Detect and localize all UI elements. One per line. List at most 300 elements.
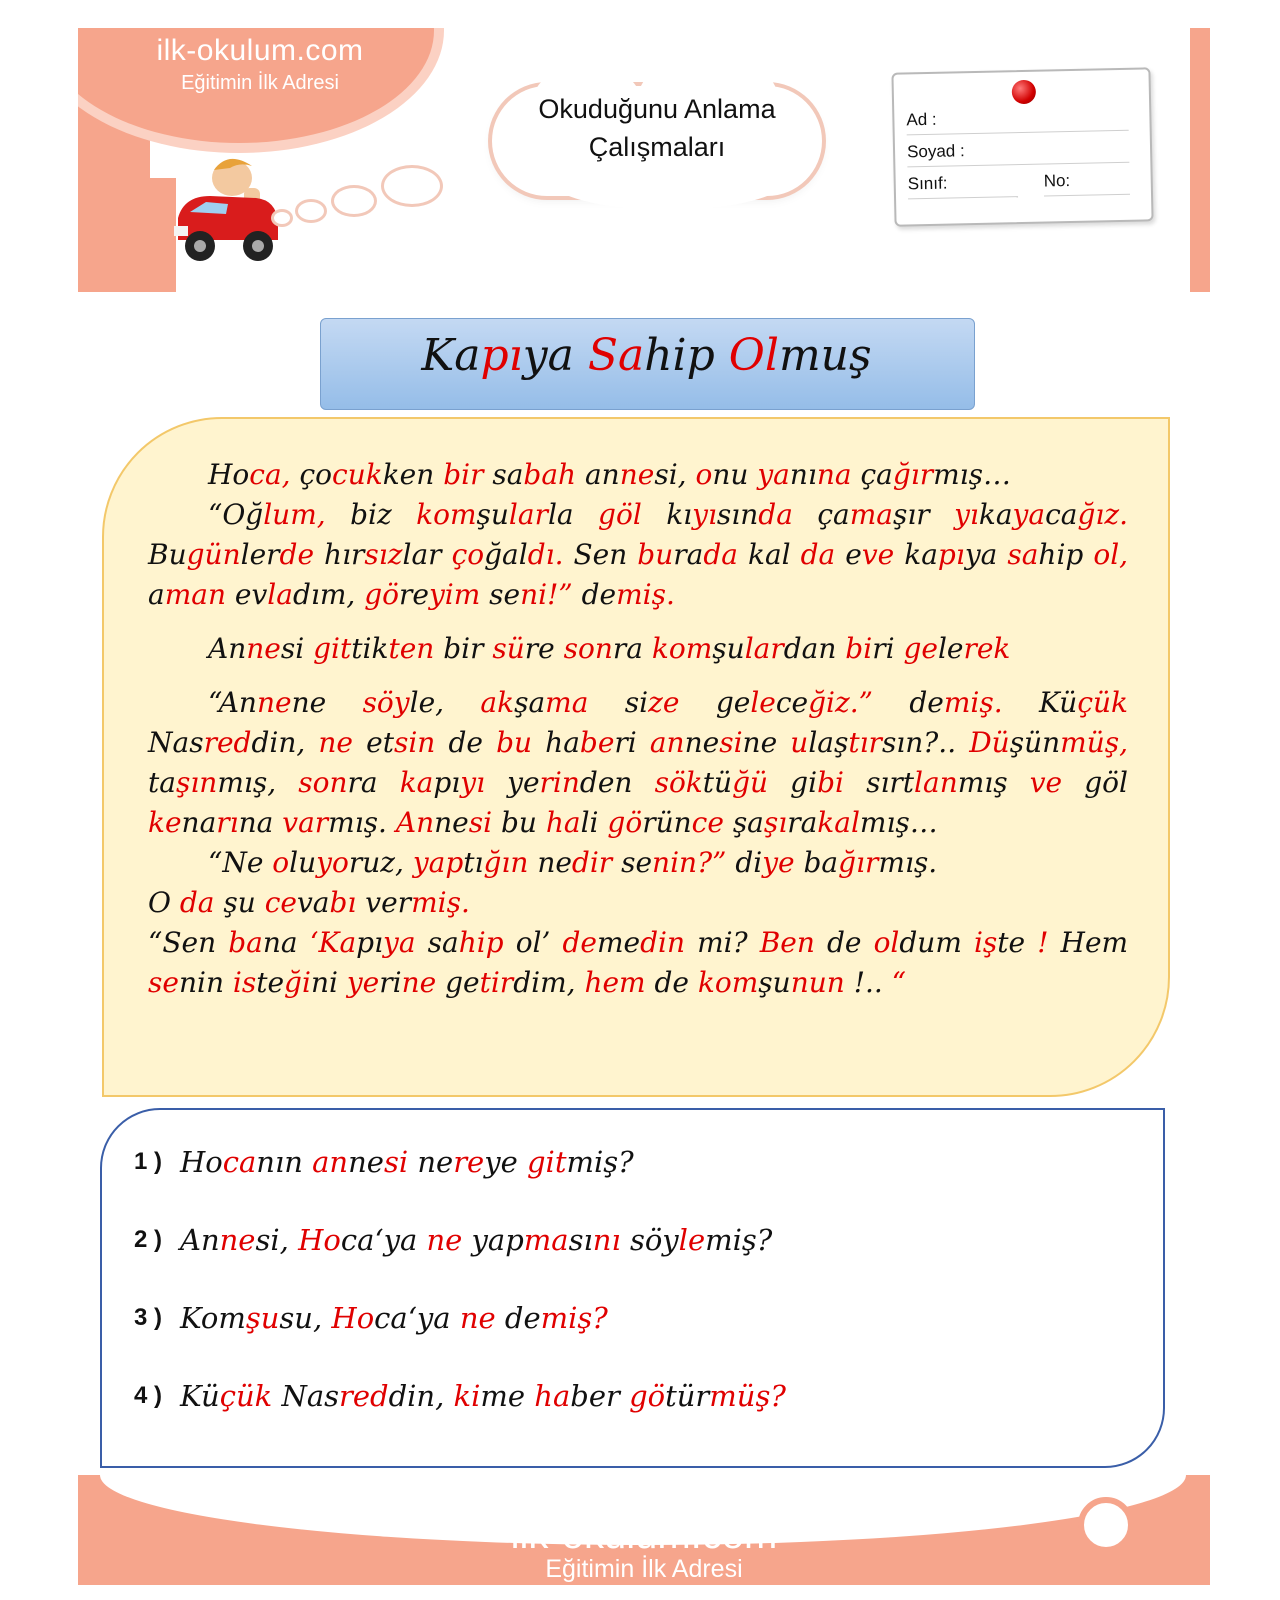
story-text [148, 455, 1128, 1003]
syllable: ri [379, 966, 402, 999]
syllable: te [997, 926, 1026, 959]
syllable: git [313, 632, 352, 665]
syllable: mi? [697, 926, 748, 959]
syllable: sırt [866, 766, 915, 799]
story-paragraph [148, 843, 1128, 883]
syllable: ya [1012, 498, 1046, 531]
syllable: hır [324, 538, 365, 571]
syllable: sı [568, 1223, 593, 1257]
syllable: ço [451, 538, 485, 571]
story-title-part: hip [644, 330, 729, 381]
question-number: 4 ) [134, 1382, 163, 1409]
syllable: sü [492, 632, 525, 665]
syllable: si [383, 1145, 409, 1179]
syllable: da [758, 498, 793, 531]
syllable: bi [845, 632, 873, 665]
syllable: Bu [148, 538, 187, 571]
syllable: ta [148, 766, 176, 799]
story-paragraph [148, 923, 1128, 1003]
syllable: tı [463, 846, 484, 879]
syllable: tir [479, 966, 514, 999]
syllable: ha [545, 806, 581, 839]
syllable: göl [598, 498, 642, 531]
question-item [134, 1296, 608, 1340]
question-number: 3 ) [134, 1304, 163, 1331]
syllable: ça [860, 458, 893, 491]
syllable: “ [891, 966, 906, 999]
syllable: ca‘ya [374, 1301, 451, 1335]
syllable: ne [219, 1223, 256, 1257]
syllable: nı [789, 458, 817, 491]
syllable: la [267, 578, 293, 611]
syllable: ka [978, 498, 1013, 531]
syllable: o [272, 846, 290, 879]
syllable: ğır [838, 846, 879, 879]
syllable: ge [715, 686, 751, 719]
question-text [180, 1301, 608, 1335]
story-title-part: pı [480, 330, 523, 381]
syllable: ma [523, 1223, 569, 1257]
syllable: yı [954, 498, 979, 531]
syllable: sa [427, 926, 459, 959]
syllable: man [164, 578, 226, 611]
syllable: sa [1007, 538, 1039, 571]
syllable: miş. [411, 886, 470, 919]
thought-puff [334, 188, 374, 214]
syllable: gi [790, 766, 818, 799]
syllable: An [395, 806, 435, 839]
syllable: me [480, 1379, 526, 1413]
syllable: hip [458, 926, 504, 959]
syllable: de [909, 686, 944, 719]
syllable: mış, [217, 766, 277, 799]
syllable: hip [1038, 538, 1084, 571]
syllable: pı [356, 926, 384, 959]
syllable: kom [697, 966, 759, 999]
syllable: An [208, 632, 247, 665]
syllable: kom [416, 498, 477, 531]
syllable: bah [523, 458, 577, 491]
syllable: şır [892, 498, 930, 531]
worksheet-title-line1: Okuduğunu Anlama [538, 94, 776, 124]
student-sinif-field[interactable] [908, 172, 1018, 199]
syllable: le [750, 686, 776, 719]
header-banner [78, 28, 1210, 292]
syllable: le [937, 632, 964, 665]
syllable: var [282, 806, 329, 839]
syllable: ev [234, 578, 268, 611]
syllable: nu [712, 458, 749, 491]
syllable: si, [255, 1223, 289, 1257]
syllable: ten [388, 632, 435, 665]
question-text [180, 1223, 772, 1257]
syllable: ne [348, 1145, 384, 1179]
story-title-part: Ka [421, 330, 481, 381]
syllable: mış. [878, 846, 938, 879]
syllable: miş? [566, 1145, 634, 1179]
syllable: Kom [180, 1301, 246, 1335]
syllable: şu [712, 632, 745, 665]
syllable: yo [316, 846, 349, 879]
syllable: li [580, 806, 599, 839]
syllable: ğiz.” [808, 686, 873, 719]
syllable: şa [514, 686, 546, 719]
syllable: va [296, 886, 330, 919]
story-title-part: muş [778, 330, 872, 381]
syllable: nin?” [652, 846, 727, 879]
syllable: si [280, 632, 305, 665]
syllable: lar [402, 538, 442, 571]
syllable: ra [612, 632, 643, 665]
question-number: 2 ) [134, 1226, 163, 1253]
student-soyad-label: Soyad : [906, 141, 965, 162]
syllable: ve [1029, 766, 1063, 799]
syllable: sın [716, 498, 759, 531]
syllable: söy [362, 686, 410, 719]
question-item [134, 1374, 786, 1418]
syllable: bu [637, 538, 674, 571]
syllable: müş, [1060, 726, 1129, 759]
syllable: cuk [332, 458, 383, 491]
syllable: ra [347, 766, 378, 799]
syllable: ra [673, 538, 704, 571]
syllable: bu [496, 726, 533, 759]
syllable: ma [545, 686, 589, 719]
syllable: Ho [331, 1301, 375, 1335]
syllable: göl [1084, 766, 1128, 799]
syllable: biz [350, 498, 392, 531]
syllable: re [398, 578, 429, 611]
syllable: ver [365, 886, 412, 919]
syllable: mış. [328, 806, 387, 839]
syllable: Kü [1039, 686, 1078, 719]
syllable: de [654, 966, 689, 999]
syllable: si [468, 806, 493, 839]
syllable: sız [364, 538, 403, 571]
syllable: !.. [853, 966, 883, 999]
syllable: ri [614, 726, 637, 759]
footer-site-name[interactable]: ilk-okulum.com [510, 1513, 778, 1557]
story-paragraph [148, 629, 1128, 669]
syllable: si [719, 726, 743, 759]
footer-tagline: Eğitimin İlk Adresi [545, 1555, 743, 1583]
syllable: ne [256, 686, 292, 719]
syllable: kom [651, 632, 713, 665]
syllable: nin [178, 966, 224, 999]
syllable: dum [899, 926, 962, 959]
syllable: ğır [892, 458, 934, 491]
syllable: tür [665, 1379, 710, 1413]
syllable: şün [1009, 726, 1061, 759]
syllable: na [816, 458, 852, 491]
syllable: ca [1045, 498, 1078, 531]
syllable: “An [208, 686, 257, 719]
syllable: ol [873, 926, 900, 959]
syllable: mış [957, 766, 1008, 799]
syllable: nın [256, 1145, 303, 1179]
student-ad-label: Ad : [906, 109, 937, 130]
syllable: ol, [1093, 538, 1129, 571]
syllable: Ben [759, 926, 815, 959]
question-item [134, 1218, 772, 1262]
student-ad-field[interactable] [906, 106, 1128, 136]
syllable: ne [434, 806, 469, 839]
syllable: ğız. [1077, 498, 1128, 531]
syllable: ol’ [515, 926, 551, 959]
syllable: tik [351, 632, 389, 665]
syllable: de [826, 926, 862, 959]
syllable: bir [443, 632, 484, 665]
syllable: ne [619, 458, 655, 491]
question-text [180, 1145, 634, 1179]
syllable: lar [508, 498, 548, 531]
syllable: ze [648, 686, 680, 719]
syllable: de [504, 1301, 541, 1335]
syllable: lan [914, 766, 958, 799]
syllable: bı [329, 886, 357, 919]
student-name-card [891, 67, 1153, 226]
syllable: ! [1037, 926, 1049, 959]
syllable: mış… [933, 458, 1011, 491]
syllable: gö [364, 578, 399, 611]
syllable: e [845, 538, 862, 571]
syllable: şu [476, 498, 509, 531]
syllable: ce [264, 886, 297, 919]
syllable: ba [803, 846, 839, 879]
syllable: rün [642, 806, 692, 839]
syllable: is [232, 966, 257, 999]
syllable: ruz, [348, 846, 404, 879]
syllable: ya [757, 458, 790, 491]
syllable: ke [148, 806, 182, 839]
student-soyad-field[interactable] [907, 138, 1129, 168]
syllable: çük [219, 1379, 273, 1413]
story-title-part: Sa [587, 330, 645, 381]
syllable: sın?.. [881, 726, 957, 759]
student-no-field[interactable] [1044, 170, 1131, 197]
syllable: ba [228, 926, 263, 959]
story-paragraph [148, 495, 1128, 615]
syllable: gün [186, 538, 241, 571]
syllable: dan [783, 632, 837, 665]
syllable: şa [732, 806, 764, 839]
syllable: yı [460, 766, 486, 799]
syllable: ve [861, 538, 895, 571]
syllable: de [448, 726, 483, 759]
syllable: ken [382, 458, 435, 491]
syllable: miş. [616, 578, 675, 611]
syllable: da [800, 538, 836, 571]
syllable: şı [763, 806, 788, 839]
syllable: ha [534, 1379, 571, 1413]
syllable: gö [607, 806, 643, 839]
syllable: iş [973, 926, 998, 959]
syllable: ne [684, 726, 720, 759]
syllable: nı [592, 1223, 621, 1257]
syllable: ya [383, 926, 416, 959]
story-paragraph [148, 683, 1128, 843]
thought-puff [274, 212, 290, 224]
syllable: An [180, 1223, 220, 1257]
syllable: ca, [249, 458, 291, 491]
syllable: ha [545, 726, 580, 759]
thought-puff [384, 168, 440, 204]
syllable: ler [240, 538, 280, 571]
syllable: ye [484, 1145, 518, 1179]
syllable: Hem [1060, 926, 1129, 959]
syllable: hem [584, 966, 646, 999]
push-pin-icon [1012, 80, 1036, 104]
syllable: gö [629, 1379, 666, 1413]
syllable: O [148, 886, 171, 919]
syllable: si [624, 686, 649, 719]
syllable: bi [817, 766, 844, 799]
syllable: ne [291, 686, 327, 719]
syllable: re [524, 632, 555, 665]
logo-site-name[interactable]: ilk-okulum.com [156, 34, 364, 67]
syllable: dı. [527, 538, 564, 571]
syllable: an [584, 458, 620, 491]
syllable: çük [1077, 686, 1129, 719]
syllable: na [262, 926, 298, 959]
syllable: ğal [484, 538, 528, 571]
syllable: ce [775, 686, 809, 719]
syllable: si, [654, 458, 687, 491]
syllable: te [256, 966, 285, 999]
logo-tagline: Eğitimin İlk Adresi [181, 72, 339, 94]
story-title-part: Ol [728, 330, 779, 381]
syllable: ne [246, 632, 281, 665]
syllable: di [735, 846, 763, 879]
syllable: rı [216, 806, 239, 839]
syllable: se [489, 578, 521, 611]
syllable: pı [433, 766, 461, 799]
syllable: ca [222, 1145, 257, 1179]
footer-banner [78, 1475, 1210, 1585]
syllable: mış… [859, 806, 938, 839]
syllable: rek [963, 632, 1011, 665]
syllable: şın [175, 766, 218, 799]
syllable: ni [310, 966, 338, 999]
syllable: Ho [180, 1145, 223, 1179]
syllable: ber [570, 1379, 620, 1413]
syllable: git [526, 1145, 567, 1179]
syllable: red [338, 1379, 389, 1413]
syllable: ço [299, 458, 333, 491]
syllable: din, [388, 1379, 445, 1413]
syllable: da [179, 886, 215, 919]
worksheet-title-line2: Çalışmaları [588, 132, 726, 162]
syllable: u [790, 726, 809, 759]
story-title [320, 330, 973, 381]
syllable: tır [848, 726, 882, 759]
syllable: lar [744, 632, 784, 665]
syllable: ya [964, 538, 998, 571]
syllable: Ho [208, 458, 250, 491]
syllable: sa [492, 458, 524, 491]
syllable: ma [849, 498, 893, 531]
syllable: Dü [969, 726, 1010, 759]
syllable: ni!” [520, 578, 573, 611]
syllable: ki [453, 1379, 481, 1413]
syllable: de [279, 538, 315, 571]
syllable: se [148, 966, 179, 999]
syllable: ak [480, 686, 515, 719]
syllable: su, [279, 1301, 323, 1335]
syllable: la [547, 498, 574, 531]
syllable: lum, [263, 498, 326, 531]
student-sinif-label: Sınıf: [907, 173, 948, 194]
syllable: da [703, 538, 738, 571]
syllable: yap [471, 1223, 524, 1257]
syllable: be [579, 726, 615, 759]
syllable: me [596, 926, 641, 959]
syllable: “Sen [148, 926, 217, 959]
syllable: ri [872, 632, 895, 665]
question-text [180, 1379, 786, 1413]
syllable: dim, [513, 966, 576, 999]
syllable: den [579, 766, 633, 799]
syllable: söy [629, 1223, 679, 1257]
syllable: “Ne [208, 846, 264, 879]
syllable: ‘Ka [309, 926, 357, 959]
syllable: dım, [292, 578, 356, 611]
syllable: sök [654, 766, 703, 799]
syllable: ne [742, 726, 778, 759]
syllable: de [581, 578, 617, 611]
syllable: laş [808, 726, 849, 759]
syllable: re [453, 1145, 485, 1179]
syllable: son [563, 632, 613, 665]
syllable: Nas [148, 726, 204, 759]
syllable: lu [289, 846, 317, 879]
syllable: yı [692, 498, 717, 531]
syllable: le [678, 1223, 706, 1257]
syllable: ra [787, 806, 818, 839]
syllable: an [649, 726, 685, 759]
syllable: yap [412, 846, 464, 879]
syllable: bu [500, 806, 537, 839]
syllable: bir [443, 458, 484, 491]
syllable: o [695, 458, 713, 491]
syllable: kal [747, 538, 791, 571]
syllable: ğın [483, 846, 529, 879]
syllable: Ho [298, 1223, 341, 1257]
syllable: kal [817, 806, 860, 839]
syllable: son [298, 766, 348, 799]
worksheet-title [492, 90, 822, 166]
syllable: ne [417, 1145, 454, 1179]
syllable: ğü [732, 766, 769, 799]
syllable: pı [937, 538, 965, 571]
syllable: yim [428, 578, 481, 611]
syllable: şu [245, 1301, 280, 1335]
syllable: ne [426, 1223, 463, 1257]
syllable: tü [702, 766, 733, 799]
syllable: et [366, 726, 394, 759]
syllable: ye [346, 966, 380, 999]
syllable: ge [903, 632, 938, 665]
syllable: se [621, 846, 653, 879]
syllable: nun [790, 966, 845, 999]
syllable: miş? [540, 1301, 608, 1335]
syllable: kı [666, 498, 693, 531]
syllable: din, [251, 726, 306, 759]
cartoon-car-icon [170, 148, 285, 268]
syllable: din [640, 926, 686, 959]
story-paragraph [148, 455, 1128, 495]
syllable: an [312, 1145, 349, 1179]
